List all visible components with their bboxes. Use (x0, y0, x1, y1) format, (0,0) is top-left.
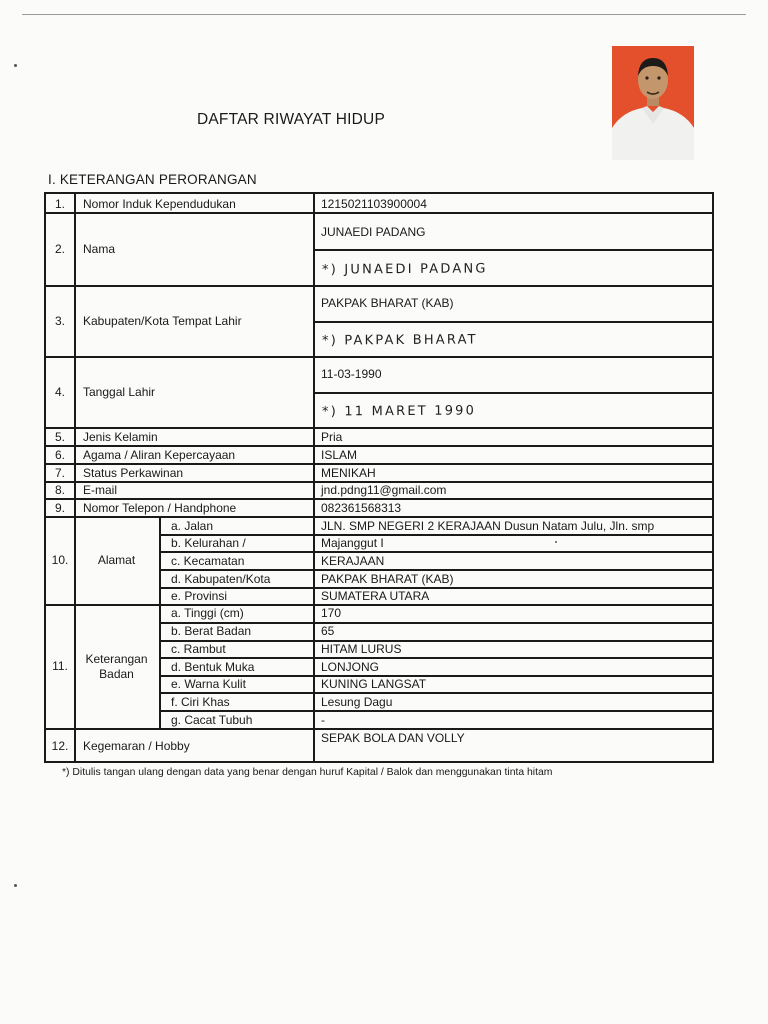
row-line (159, 692, 712, 694)
handwritten-tanggal-lahir: *) 11 MARET 1990 (321, 403, 477, 420)
row-number: 8. (54, 483, 65, 497)
section-heading: I. KETERANGAN PERORANGAN (48, 172, 257, 187)
field-value-status-perkawinan: MENIKAH (321, 466, 376, 480)
sub-value-tinggi: 170 (321, 606, 342, 620)
row-line (46, 212, 712, 214)
sub-value-provinsi: SUMATERA UTARA (321, 589, 430, 603)
field-label-status-perkawinan: Status Perkawinan (83, 466, 184, 480)
sub-value-kelurahan: Majanggut I (321, 536, 384, 550)
field-label-agama: Agama / Aliran Kepercayaan (83, 448, 236, 462)
field-value-jenis-kelamin: Pria (321, 430, 343, 444)
field-label-email: E-mail (83, 483, 118, 497)
sub-value-cacat-tubuh: - (321, 713, 325, 727)
field-label-nama: Nama (83, 242, 116, 256)
row-line (159, 587, 712, 589)
field-value-agama: ISLAM (321, 448, 358, 462)
field-value-hobby: SEPAK BOLA DAN VOLLY (321, 731, 465, 745)
sub-label-rambut: c. Rambut (171, 642, 226, 656)
row-line (159, 657, 712, 659)
sub-value-ciri-khas: Lesung Dagu (321, 695, 393, 709)
row-line (159, 551, 712, 553)
field-label-alamat: Alamat (97, 553, 136, 567)
row-line (313, 392, 712, 394)
row-line (46, 445, 712, 447)
field-value-email: jnd.pdng11@gmail.com (321, 483, 447, 497)
row-line (46, 285, 712, 287)
handwritten-nama: *) JUNAEDI PADANG (321, 261, 488, 278)
row-number: 1. (54, 197, 65, 211)
row-number: 3. (54, 314, 65, 328)
passport-photo (612, 46, 694, 160)
row-line (159, 569, 712, 571)
row-line (159, 640, 712, 642)
scan-speck (14, 64, 17, 67)
sub-label-berat: b. Berat Badan (171, 624, 252, 638)
field-label-tempat-lahir: Kabupaten/Kota Tempat Lahir (83, 314, 242, 328)
field-value-telepon: 082361568313 (321, 501, 402, 515)
sub-label-kecamatan: c. Kecamatan (171, 554, 245, 568)
field-label-badan: Badan (99, 667, 134, 681)
row-line (313, 249, 712, 251)
row-number: 7. (54, 466, 65, 480)
sub-label-tinggi: a. Tinggi (cm) (171, 606, 244, 620)
row-number: 5. (54, 430, 65, 444)
row-line (46, 356, 712, 358)
row-line (46, 427, 712, 429)
handwritten-tempat-lahir: *) PAKPAK BHARAT (321, 332, 478, 349)
sub-value-warna-kulit: KUNING LANGSAT (321, 677, 427, 691)
page-title: DAFTAR RIWAYAT HIDUP (197, 111, 385, 128)
sub-value-kabupaten: PAKPAK BHARAT (KAB) (321, 572, 454, 586)
row-number: 9. (54, 501, 65, 515)
row-line (313, 321, 712, 323)
row-number: 6. (54, 448, 65, 462)
row-line (46, 463, 712, 465)
footnote: *) Ditulis tangan ulang dengan data yang benar dengan huruf Kapital / Balok dan menggunakan tinta hitam (62, 767, 553, 778)
field-value-nama: JUNAEDI PADANG (321, 225, 426, 239)
row-number: 2. (54, 242, 65, 256)
sub-label-warna-kulit: e. Warna Kulit (171, 677, 246, 691)
row-number: 11. (52, 659, 68, 673)
row-number: 12. (51, 739, 69, 753)
row-number: 10. (51, 553, 69, 567)
field-label-hobby: Kegemaran / Hobby (83, 739, 190, 753)
sub-value-berat: 65 (321, 624, 335, 638)
field-value-nik: 1215021103900004 (321, 197, 427, 211)
scan-speck (14, 884, 17, 887)
row-line (46, 728, 712, 730)
field-value-tempat-lahir: PAKPAK BHARAT (KAB) (321, 296, 454, 310)
row-line (46, 498, 712, 500)
row-line (46, 516, 712, 518)
sub-label-provinsi: e. Provinsi (171, 589, 228, 603)
sub-value-kecamatan: KERAJAAN (321, 554, 385, 568)
sub-label-kelurahan: b. Kelurahan / (171, 536, 246, 550)
field-label-tanggal-lahir: Tanggal Lahir (83, 385, 156, 399)
sub-value-jalan: JLN. SMP NEGERI 2 KERAJAAN Dusun Natam Julu, Jln. smp (321, 519, 655, 533)
row-number: 4. (54, 385, 65, 399)
field-label-keterangan: Keterangan (85, 652, 148, 666)
row-line (46, 604, 712, 606)
field-label-telepon: Nomor Telepon / Handphone (83, 501, 237, 515)
personal-data-table (44, 192, 714, 763)
sub-value-bentuk-muka: LONJONG (321, 660, 380, 674)
sub-label-cacat-tubuh: g. Cacat Tubuh (171, 713, 253, 727)
scan-speck (555, 541, 557, 543)
sub-label-jalan: a. Jalan (171, 519, 214, 533)
field-value-tanggal-lahir: 11-03-1990 (321, 367, 382, 381)
sub-value-rambut: HITAM LURUS (321, 642, 402, 656)
sub-label-bentuk-muka: d. Bentuk Muka (171, 660, 255, 674)
page-top-edge (22, 14, 746, 15)
row-line (159, 710, 712, 712)
sub-label-ciri-khas: f. Ciri Khas (171, 695, 230, 709)
field-label-nik: Nomor Induk Kependudukan (83, 197, 236, 211)
field-label-jenis-kelamin: Jenis Kelamin (83, 430, 158, 444)
sub-label-kabupaten: d. Kabupaten/Kota (171, 572, 271, 586)
